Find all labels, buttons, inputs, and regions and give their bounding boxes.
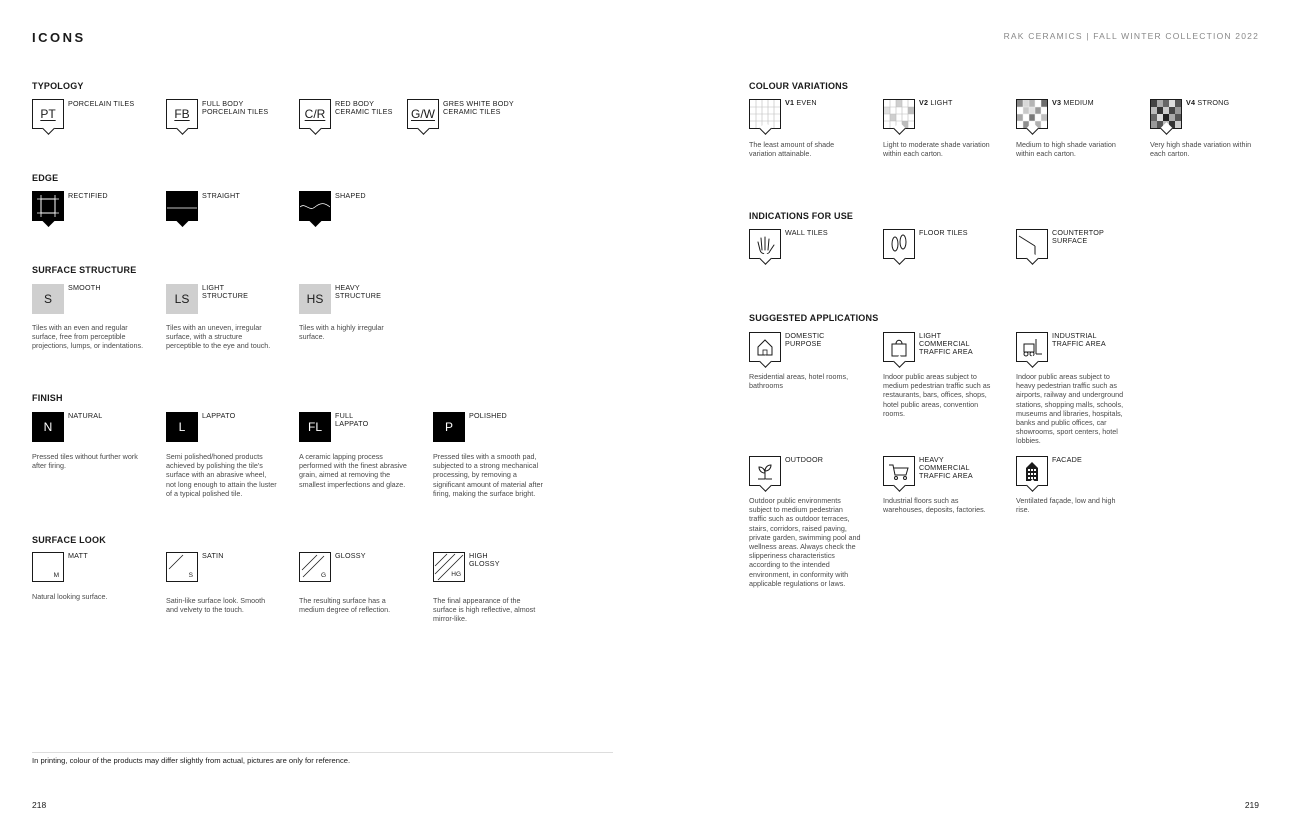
colour-variation-label: V1 EVEN	[785, 98, 817, 107]
application-label: LIGHT COMMERCIAL TRAFFIC AREA	[919, 331, 973, 356]
v2-light-icon	[883, 99, 915, 129]
finish-desc: Semi polished/honed products achieved by polishing the tile's surface with an abrasive wheel, not long enough to attain the luster of a typical polished tile.	[166, 452, 277, 498]
full-lappato-finish-icon: FL	[299, 412, 331, 442]
application-desc: Indoor public areas subject to medium pedestrian traffic such as restaurants, bars, offices, shops, hotel public areas, convention rooms.	[883, 372, 991, 418]
finish-label: LAPPATO	[202, 411, 236, 420]
indication-label: FLOOR TILES	[919, 228, 968, 237]
colour-variation-desc: Medium to high shade variation within each carton.	[1016, 140, 1116, 159]
surface-structure-label: HEAVY STRUCTURE	[335, 283, 382, 300]
house-icon	[749, 332, 781, 362]
typology-label: FULL BODY PORCELAIN TILES	[202, 99, 269, 116]
glossy-icon: G	[299, 552, 331, 582]
application-label: INDUSTRIAL TRAFFIC AREA	[1052, 331, 1106, 348]
finish-label: FULL LAPPATO	[335, 411, 369, 428]
application-label: FACADE	[1052, 455, 1082, 464]
application-desc: Residential areas, hotel rooms, bathrooms	[749, 372, 849, 391]
smooth-icon: S	[32, 284, 64, 314]
colour-variation-desc: Light to moderate shade variation within each carton.	[883, 140, 990, 159]
building-icon	[1016, 456, 1048, 486]
colour-variation-label: V2 LIGHT	[919, 98, 953, 107]
application-desc: Industrial floors such as warehouses, deposits, factories.	[883, 496, 986, 515]
surface-look-label: SATIN	[202, 551, 224, 560]
heavy-structure-icon: HS	[299, 284, 331, 314]
colour-variations-heading: COLOUR VARIATIONS	[749, 81, 849, 91]
footer-divider	[32, 752, 613, 753]
surface-structure-desc: Tiles with an even and regular surface, free from perceptible projections, lumps, or indentations.	[32, 323, 144, 351]
plant-icon	[749, 456, 781, 486]
footer-note: In printing, colour of the products may differ slightly from actual, pictures are only for reference.	[32, 756, 351, 765]
surface-structure-desc: Tiles with a highly irregular surface.	[299, 323, 384, 342]
colour-variation-desc: The least amount of shade variation attainable.	[749, 140, 835, 159]
finish-desc: Pressed tiles with a smooth pad, subjected to a strong mechanical processing, by removing a significant amount of material after firing, making the surface bright.	[433, 452, 543, 498]
typology-heading: TYPOLOGY	[32, 81, 84, 91]
rectified-edge-icon	[32, 191, 64, 221]
finish-label: POLISHED	[469, 411, 507, 420]
v3-medium-icon	[1016, 99, 1048, 129]
edge-label: RECTIFIED	[68, 191, 108, 200]
collection-header: RAK CERAMICS | FALL WINTER COLLECTION 2022	[1003, 31, 1259, 41]
colour-variation-label: V3 MEDIUM	[1052, 98, 1094, 107]
footprints-icon	[883, 229, 915, 259]
forklift-icon	[1016, 332, 1048, 362]
shaped-edge-icon	[299, 191, 331, 221]
typology-label: RED BODY CERAMIC TILES	[335, 99, 393, 116]
colour-variation-label: V4 STRONG	[1186, 98, 1230, 107]
natural-finish-icon: N	[32, 412, 64, 442]
typology-label: GRES WHITE BODY CERAMIC TILES	[443, 99, 514, 116]
matt-icon: M	[32, 552, 64, 582]
surface-look-heading: SURFACE LOOK	[32, 535, 106, 545]
indications-heading: INDICATIONS FOR USE	[749, 211, 854, 221]
finish-heading: FINISH	[32, 393, 63, 403]
edge-label: STRAIGHT	[202, 191, 240, 200]
v4-strong-icon	[1150, 99, 1182, 129]
hand-icon	[749, 229, 781, 259]
finish-label: NATURAL	[68, 411, 103, 420]
application-desc: Indoor public areas subject to heavy pedestrian traffic such as airports, railway and underground stations, shopping malls, schools, museums and libraries, hospitals, banks and public offices, car showrooms, sport centers, hotel lobbies.	[1016, 372, 1124, 446]
page-number-right: 219	[1244, 800, 1259, 810]
typology-fb-icon: FB	[166, 99, 198, 129]
v1-even-icon	[749, 99, 781, 129]
typology-pt-icon: PT	[32, 99, 64, 129]
application-desc: Ventilated façade, low and high rise.	[1016, 496, 1116, 515]
surface-structure-label: SMOOTH	[68, 283, 101, 292]
edge-heading: EDGE	[32, 173, 59, 183]
application-label: OUTDOOR	[785, 455, 824, 464]
cart-icon	[883, 456, 915, 486]
indication-label: COUNTERTOP SURFACE	[1052, 228, 1104, 245]
lappato-finish-icon: L	[166, 412, 198, 442]
light-structure-icon: LS	[166, 284, 198, 314]
page-number-left: 218	[32, 800, 47, 810]
application-desc: Outdoor public environments subject to medium pedestrian traffic such as outdoor terraces, stairs, corridors, raised paving, private garden, swimming pool and wellness areas. Always check the slipperiness characteristics according to the intended environment, in conformity with applicable regulations or laws.	[749, 496, 861, 588]
typology-label: PORCELAIN TILES	[68, 99, 135, 108]
typology-cr-icon: C/R	[299, 99, 331, 129]
finish-desc: A ceramic lapping process performed with the finest abrasive grain, aimed at removing the smallest imperfections and glaze.	[299, 452, 407, 489]
surface-structure-desc: Tiles with an uneven, irregular surface, with a structure perceptible to the eye and touch.	[166, 323, 271, 351]
countertop-icon	[1016, 229, 1048, 259]
colour-variation-desc: Very high shade variation within each carton.	[1150, 140, 1252, 159]
applications-heading: SUGGESTED APPLICATIONS	[749, 313, 879, 323]
high-glossy-icon: HG	[433, 552, 465, 582]
straight-edge-icon	[166, 191, 198, 221]
surface-structure-label: LIGHT STRUCTURE	[202, 283, 249, 300]
indication-label: WALL TILES	[785, 228, 828, 237]
surface-look-desc: The final appearance of the surface is high reflective, almost mirror-like.	[433, 596, 536, 624]
satin-icon: S	[166, 552, 198, 582]
finish-desc: Pressed tiles without further work after firing.	[32, 452, 138, 471]
surface-look-label: MATT	[68, 551, 88, 560]
polished-finish-icon: P	[433, 412, 465, 442]
surface-look-desc: Satin-like surface look. Smooth and velvety to the touch.	[166, 596, 266, 615]
surface-look-label: GLOSSY	[335, 551, 366, 560]
application-label: HEAVY COMMERCIAL TRAFFIC AREA	[919, 455, 973, 480]
page-title: ICONS	[32, 30, 86, 45]
surface-look-desc: Natural looking surface.	[32, 592, 108, 601]
edge-label: SHAPED	[335, 191, 366, 200]
surface-structure-heading: SURFACE STRUCTURE	[32, 265, 137, 275]
application-label: DOMESTIC PURPOSE	[785, 331, 825, 348]
surface-look-desc: The resulting surface has a medium degree of reflection.	[299, 596, 391, 615]
surface-look-label: HIGH GLOSSY	[469, 551, 500, 568]
shopping-bag-icon	[883, 332, 915, 362]
typology-gw-icon: G/W	[407, 99, 439, 129]
